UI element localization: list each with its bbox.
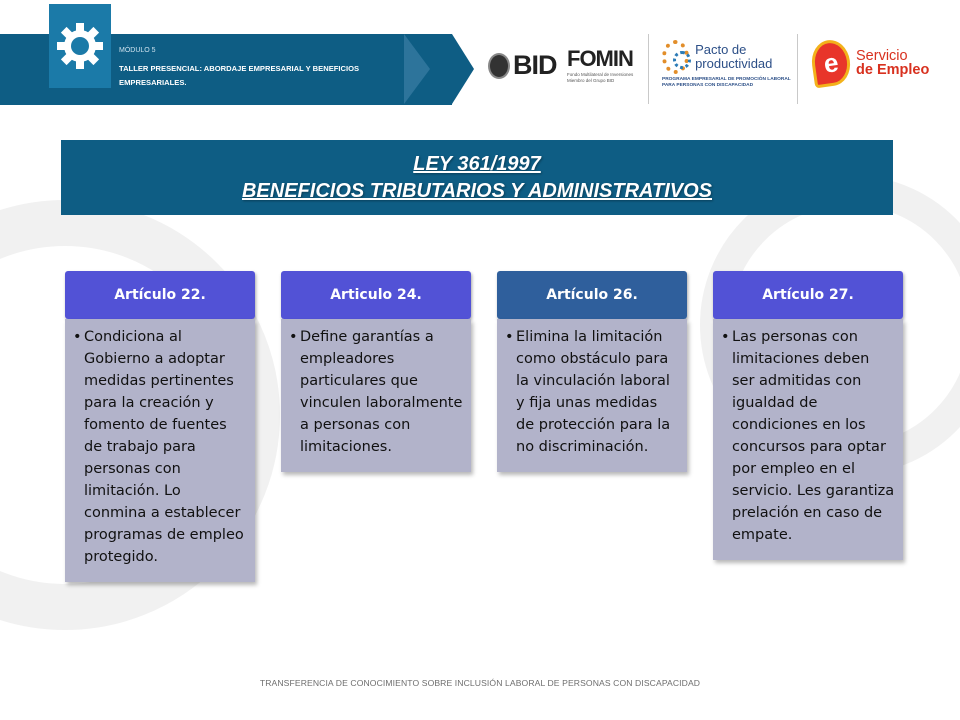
- article-card-heading: Artículo 27.: [713, 271, 903, 319]
- bid-logo: [488, 50, 557, 81]
- article-card: [713, 271, 903, 560]
- banner-chevron-decoration: [404, 34, 430, 104]
- bullet-icon: •: [73, 329, 82, 345]
- fomin-logo-text: FOMIN: [567, 46, 633, 71]
- article-card-body: [497, 319, 687, 472]
- servicio-drop-icon: e: [809, 38, 853, 89]
- article-card-text: Elimina la limitación como obstáculo para la vinculación laboral y fija unas medidas de protección para la no discriminación.: [516, 329, 671, 455]
- bullet-icon: •: [289, 329, 298, 345]
- globe-icon: [488, 53, 510, 79]
- article-card-text: Define garantías a empleadores particulares que vinculen laboralmente a personas con limitaciones.: [300, 329, 463, 455]
- article-card: [281, 271, 471, 472]
- article-card-heading: Articulo 24.: [281, 271, 471, 319]
- bullet-icon: •: [505, 329, 514, 345]
- servicio-empleo-logo: [812, 40, 929, 86]
- article-card-heading: Artículo 22.: [65, 271, 255, 319]
- article-card: [65, 271, 255, 582]
- article-card-heading: Artículo 26.: [497, 271, 687, 319]
- module-gear-box: [49, 4, 111, 88]
- fomin-logo: [567, 46, 637, 84]
- slide-footer: TRANSFERENCIA DE CONOCIMIENTO SOBRE INCLUSIÓN LABORAL DE PERSONAS CON DISCAPACIDAD: [259, 678, 701, 688]
- bid-logo-text: BID: [513, 50, 557, 80]
- article-card-body: [281, 319, 471, 472]
- pacto-logo-title: Pacto de productividad: [695, 42, 773, 71]
- article-card-text: Condiciona al Gobierno a adoptar medidas pertinentes para la creación y fomento de fuentes de trabajo para personas con limitación. Lo conmina a establecer programas de empleo protegido.: [84, 329, 244, 565]
- logo-separator: [797, 34, 798, 104]
- gear-icon: [55, 21, 105, 71]
- logo-separator: [648, 34, 649, 104]
- pacto-subtitle: PROGRAMA EMPRESARIAL DE PROMOCIÓN LABORAL PARA PERSONAS CON DISCAPACIDAD: [662, 77, 791, 88]
- banner-arrow-tip: [452, 34, 474, 104]
- article-card-body: [713, 319, 903, 560]
- bullet-icon: •: [721, 329, 730, 345]
- slide-title-law: LEY 361/1997: [413, 152, 541, 175]
- article-card-body: [65, 319, 255, 582]
- slide-title-benefits: BENEFICIOS TRIBUTARIOS Y ADMINISTRATIVOS: [241, 179, 713, 202]
- article-card: [497, 271, 687, 472]
- fomin-subtitle: Fondo Multilateral de Inversiones Miembro del Grupo BID: [567, 72, 634, 83]
- article-card-text: Las personas con limitaciones deben ser admitidas con igualdad de condiciones en los concursos para optar por empleo en el servicio. Les garantiza prelación en caso de empate.: [732, 329, 895, 543]
- workshop-title: TALLER PRESENCIAL: ABORDAJE EMPRESARIAL Y BENEFICIOS EMPRESARIALES.: [119, 64, 360, 87]
- servicio-logo-line1: Servicio: [856, 48, 908, 64]
- pacto-logo: [662, 40, 792, 89]
- slide-title-box: [61, 140, 893, 215]
- module-label: MÓDULO 5: [119, 47, 156, 54]
- pacto-ring-icon: [662, 40, 689, 74]
- servicio-logo-line2: de Empleo: [856, 62, 930, 78]
